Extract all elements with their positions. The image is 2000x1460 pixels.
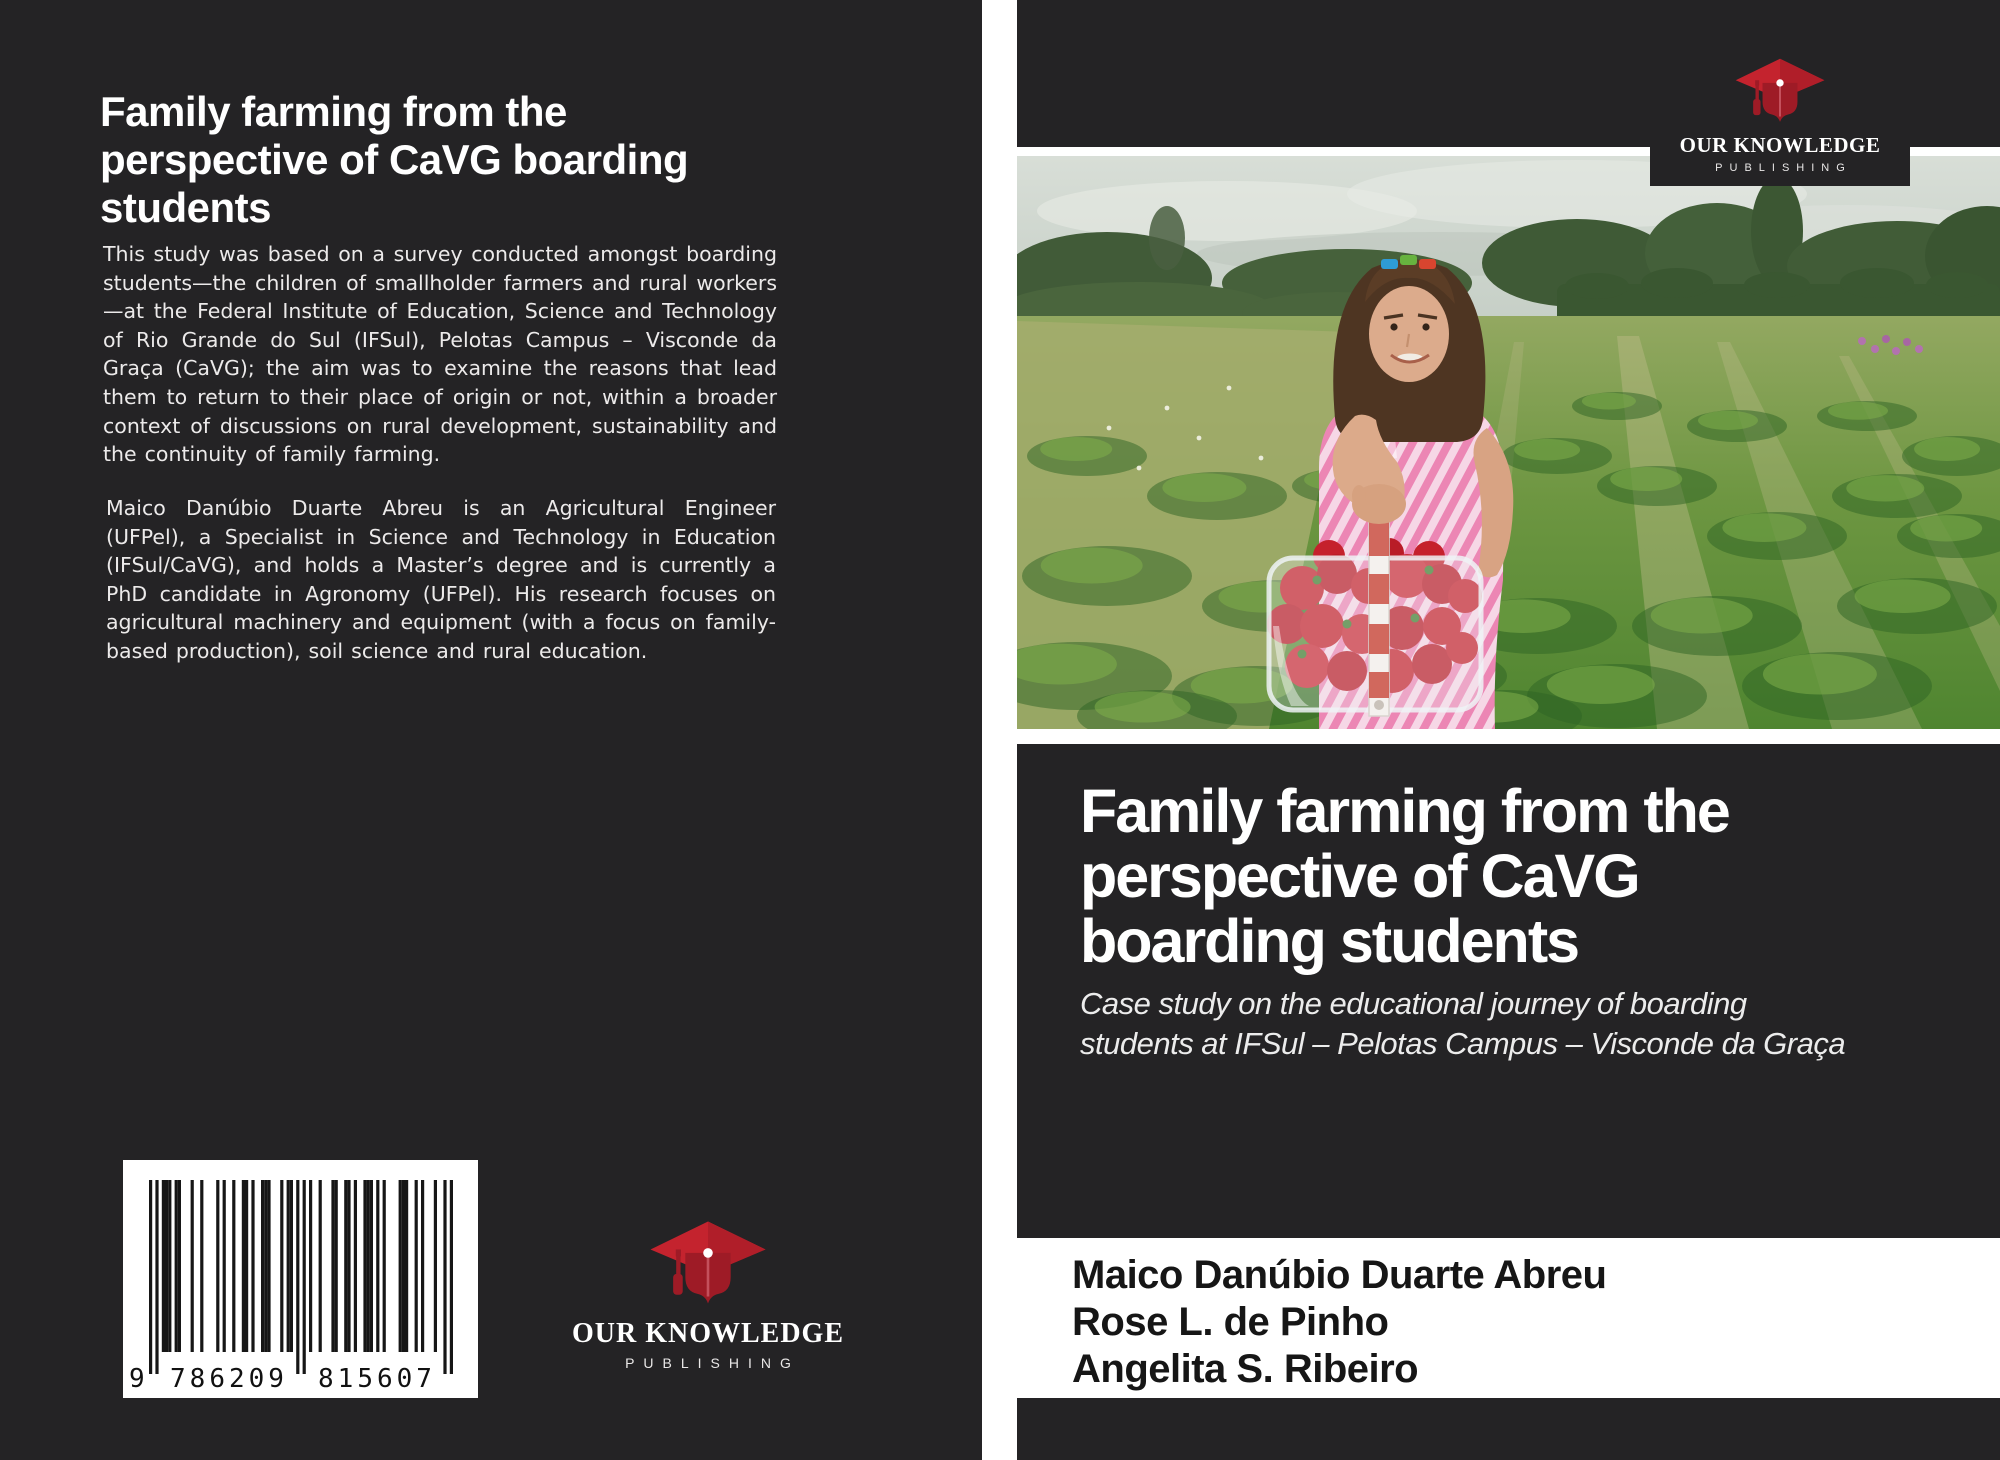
back-title-line: students xyxy=(100,184,272,231)
barcode-bars xyxy=(123,1160,478,1398)
publisher-name: OUR KNOWLEDGE xyxy=(1679,133,1881,157)
publisher-tagline: PUBLISHING xyxy=(625,1355,800,1371)
author-names xyxy=(1072,1252,1972,1393)
spine xyxy=(982,0,1017,1460)
front-title-line: boarding students xyxy=(1080,907,1579,975)
front-subtitle-line: students at IFSul – Pelotas Campus – Visconde da Graça xyxy=(1080,1026,1846,1061)
author-name: Angelita S. Ribeiro xyxy=(1072,1347,1419,1391)
front-title-line: Family farming from the xyxy=(1080,777,1729,845)
back-cover-title xyxy=(100,88,790,232)
barcode-prefix: 9 xyxy=(129,1364,145,1394)
front-title-line: perspective of CaVG xyxy=(1080,842,1639,910)
front-bottom-band xyxy=(1017,1398,2000,1460)
front-cover-subtitle xyxy=(1080,984,1960,1064)
publisher-logo-back xyxy=(548,1218,868,1371)
barcode-digits xyxy=(123,1364,478,1394)
front-cover-title xyxy=(1080,779,1960,974)
publisher-name: OUR KNOWLEDGE xyxy=(571,1318,845,1349)
isbn-barcode xyxy=(123,1160,478,1398)
author-name: Maico Danúbio Duarte Abreu xyxy=(1072,1253,1607,1297)
back-title-line: Family farming from the xyxy=(100,88,567,135)
front-subtitle-line: Case study on the educational journey of boarding xyxy=(1080,986,1747,1021)
back-title-line: perspective of CaVG boarding xyxy=(100,136,689,183)
barcode-group1: 786209 xyxy=(170,1364,288,1394)
author-bio: Maico Danúbio Duarte Abreu is an Agricultural Engineer (UFPel), a Specialist in Science and Technology in Education (IFSul/CaVG), and holds a Master’s degree and is currently a PhD candidate in Agronomy (UFPel). His research focuses on agricultural machinery and equipment (with a focus on family-based production), soil science and rural education. xyxy=(106,496,776,663)
back-cover-description: This study was based on a survey conducted amongst boarding students—the children of smallholder farmers and rural workers—at the Federal Institute of Education, Science and Technology of Rio Grande do Sul (IFSul), Pelotas Campus – Visconde da Graça (CaVG); the aim was to examine the reasons that lead them to return to their place of origin or not, within a broader context of discussions on rural development, sustainability and the continuity of family farming. xyxy=(103,242,777,467)
graduation-cap-icon xyxy=(1733,56,1827,130)
barcode-group2: 815607 xyxy=(318,1364,436,1394)
publisher-logo-front xyxy=(1650,0,1910,186)
publisher-tagline: PUBLISHING xyxy=(1715,162,1852,174)
graduation-cap-icon xyxy=(647,1218,769,1314)
cover-photo xyxy=(1017,156,2000,729)
author-name: Rose L. de Pinho xyxy=(1072,1300,1389,1344)
